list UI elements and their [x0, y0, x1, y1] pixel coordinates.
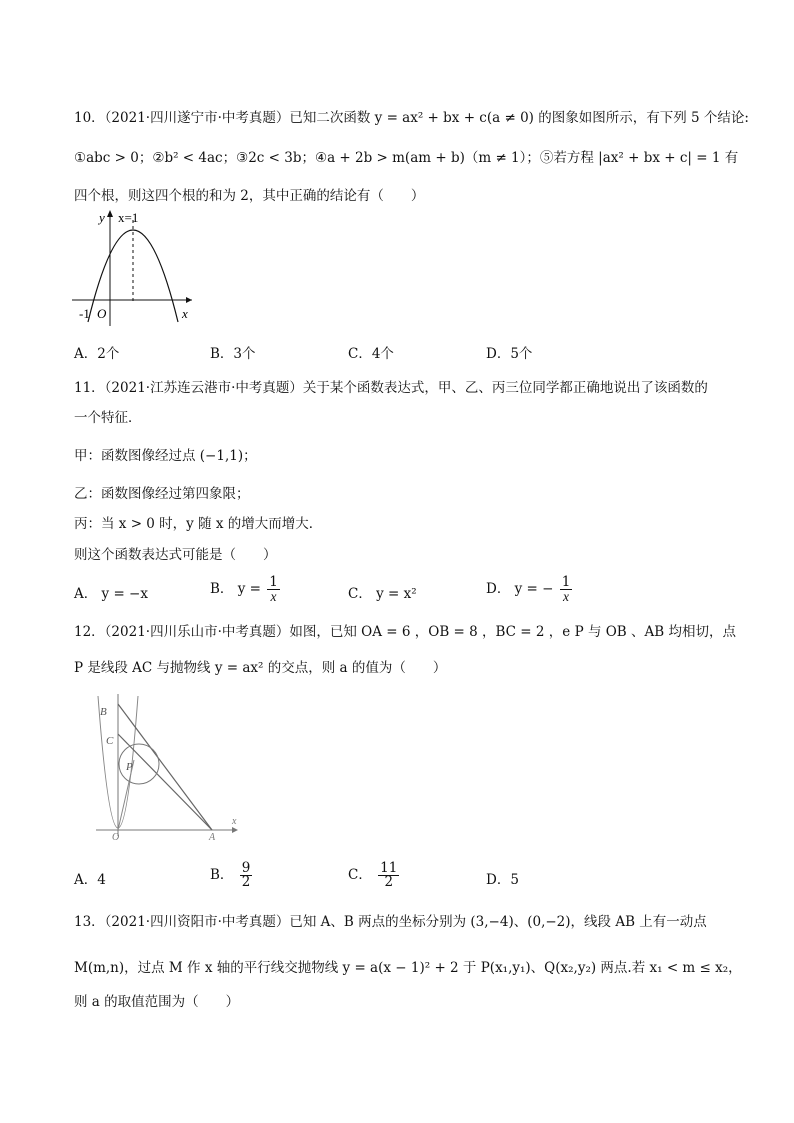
q10-option-d: D．5个 — [486, 346, 533, 362]
y-axis-arrow — [107, 210, 113, 217]
q11-option-c: C． y = x² — [348, 586, 417, 602]
fraction-denominator: x — [563, 589, 570, 604]
fraction-numerator: 11 — [380, 860, 398, 876]
q12-option-b-prefix: B． — [210, 867, 234, 883]
q12-option-b-fraction — [240, 862, 253, 889]
segment-AC — [118, 734, 212, 830]
graph-x-label: x — [182, 306, 188, 321]
q11-option-b — [210, 576, 282, 603]
q11-line2: 一个特征． — [74, 410, 142, 426]
label-O: O — [112, 832, 120, 840]
q11-line1: 11．（2021·江苏连云港市·中考真题）关于某个函数表达式，甲、乙、丙三位同学都正确地说出了该函数的 — [74, 380, 708, 396]
q12-option-a: A．4 — [74, 872, 106, 888]
label-A: A — [209, 832, 216, 840]
q10-line2: ①abc > 0；②b² < 4ac；③2c < 3b；④a + 2b > m(am + b)（m ≠ 1）；⑤若方程 |ax² + bx + c| = 1 有 — [74, 150, 739, 166]
fraction-denominator: 2 — [241, 874, 251, 890]
x-axis-arrow — [186, 297, 192, 303]
q12-option-c — [348, 862, 401, 889]
graph-vline-label: x=1 — [118, 210, 139, 225]
q12-option-c-prefix: C． — [348, 867, 372, 883]
q11-option-b-prefix: B． y = — [210, 581, 261, 597]
q10-line3: 四个根，则这四个根的和为 2，其中正确的结论有（ ） — [74, 188, 425, 204]
fig-x-axis-arrow — [232, 827, 238, 833]
q11-option-d — [486, 576, 574, 603]
label-B: B — [100, 706, 107, 718]
graph-neg1-label: -1 — [79, 306, 90, 321]
q12-geometry-figure — [84, 690, 244, 840]
q13-line3: 则 a 的取值范围为（ ） — [74, 994, 240, 1010]
fraction-numerator: 9 — [241, 860, 251, 876]
q11-option-b-fraction — [267, 576, 280, 603]
q10-line1: 10．（2021·四川遂宁市·中考真题）已知二次函数 y = ax² + bx + c(a ≠ 0) 的图象如图所示，有下列 5 个结论: — [74, 110, 749, 126]
circle-P — [119, 744, 159, 784]
q11-ask: 则这个函数表达式可能是（ ） — [74, 547, 277, 563]
fraction-numerator: 1 — [561, 574, 571, 590]
fraction-denominator: x — [270, 589, 277, 604]
q13-line1: 13．（2021·四川资阳市·中考真题）已知 A、B 两点的坐标分别为 (3,−4)、(0,−2)，线段 AB 上有一动点 — [74, 914, 707, 930]
q13-line2: M(m,n)，过点 M 作 x 轴的平行线交抛物线 y = a(x − 1)² + 2 于 P(x₁,y₁)、Q(x₂,y₂) 两点.若 x₁ < m ≤ x₂， — [74, 960, 742, 976]
q11-option-d-prefix: D． y = − — [486, 581, 554, 597]
q10-parabola-graph — [70, 206, 200, 328]
q12-option-c-fraction — [378, 862, 399, 889]
q10-option-c: C．4个 — [348, 346, 394, 362]
q10-option-b: B．3个 — [210, 346, 256, 362]
q11-option-a: A． y = −x — [74, 586, 148, 602]
q11-bing: 丙：当 x > 0 时，y 随 x 的增大而增大． — [74, 516, 323, 532]
q11-option-d-fraction — [560, 576, 573, 603]
q12-line2: P 是线段 AC 与抛物线 y = ax² 的交点，则 a 的值为（ ） — [74, 660, 447, 676]
q10-option-a: A．2个 — [74, 346, 120, 362]
label-P: P — [126, 761, 133, 773]
label-C: C — [106, 735, 114, 747]
q12-option-d: D．5 — [486, 872, 519, 888]
q12-line1: 12．（2021·四川乐山市·中考真题）如图，已知 OA = 6 ，OB = 8 ，BC = 2 ，e P 与 OB 、AB 均相切，点 — [74, 624, 736, 640]
fraction-numerator: 1 — [269, 574, 278, 590]
fraction-denominator: 2 — [384, 874, 394, 890]
q11-jia: 甲：函数图像经过点 (−1,1)； — [74, 448, 257, 464]
graph-origin-label: O — [97, 306, 107, 321]
q12-option-b — [210, 862, 254, 889]
q11-yi: 乙：函数图像经过第四象限； — [74, 486, 250, 502]
label-x: x — [232, 816, 237, 827]
graph-y-label: y — [99, 210, 105, 225]
